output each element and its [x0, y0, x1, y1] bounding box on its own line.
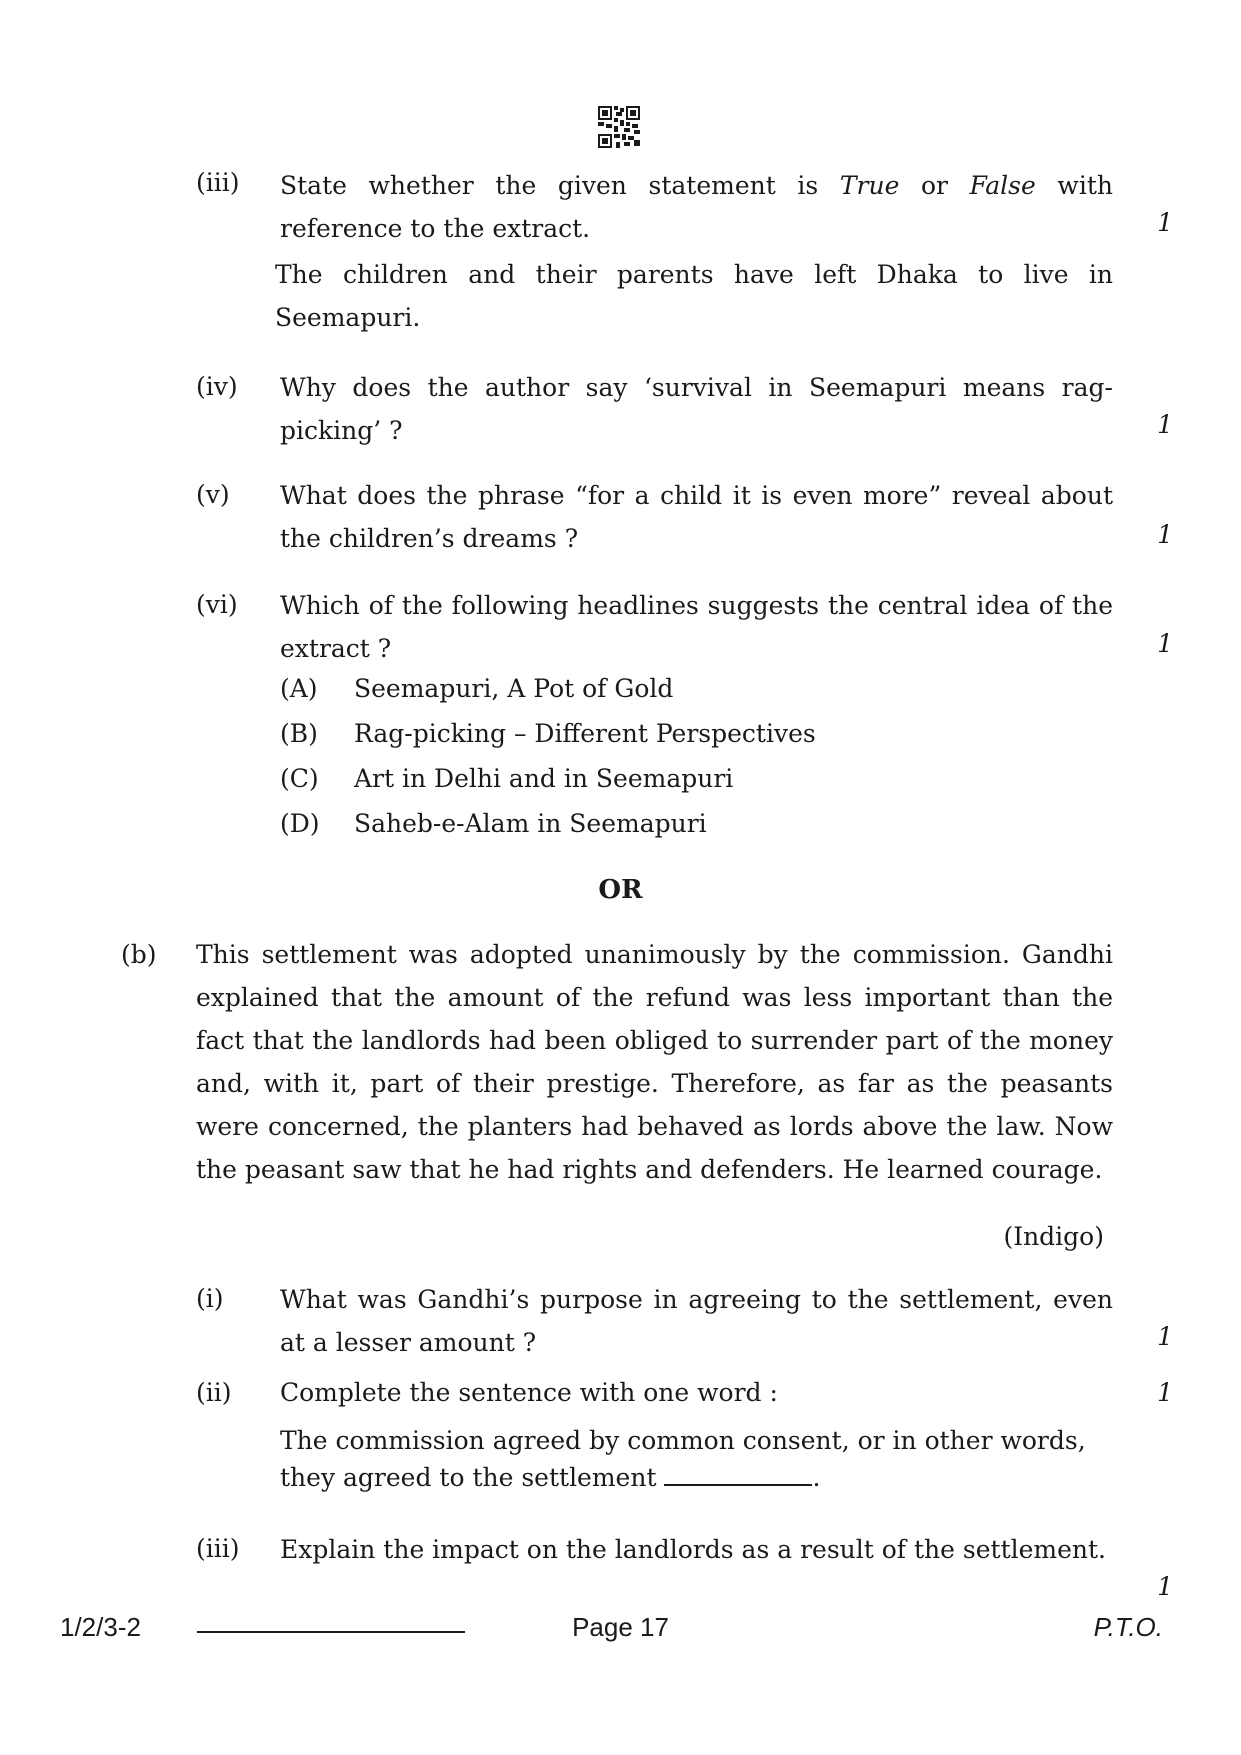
- paper-code: 1/2/3-2: [60, 1612, 141, 1642]
- question-text-lead: State whether the given statement is: [280, 171, 840, 200]
- answer-blank: [664, 1466, 812, 1486]
- option-text: Art in Delhi and in Seemapuri: [354, 764, 734, 793]
- question-text: Complete the sentence with one word :: [280, 1378, 778, 1407]
- option-letter: (D): [280, 809, 320, 838]
- qr-code-icon: [598, 106, 640, 148]
- question-number: (iv): [196, 372, 238, 401]
- question-text: [280, 164, 1113, 250]
- question-mark: 1: [1157, 1378, 1173, 1407]
- option-d: [280, 801, 980, 846]
- question-text: Explain the impact on the landlords as a result of the settlement.: [280, 1535, 1107, 1564]
- question-text-tail: with reference to the extract.: [280, 171, 1113, 243]
- sentence-line-1: The commission agreed by common consent, or in other words,: [280, 1426, 1086, 1455]
- option-text: Rag-picking – Different Perspectives: [354, 719, 816, 748]
- options-list: [280, 666, 980, 846]
- question-mark: 1: [1157, 1572, 1173, 1601]
- question-number: (v): [196, 480, 230, 509]
- option-text: Saheb-e-Alam in Seemapuri: [354, 809, 707, 838]
- option-letter: (B): [280, 719, 318, 748]
- question-text: Which of the following headlines suggests the central idea of the extract ?: [280, 591, 1113, 663]
- question-mark: 1: [1157, 410, 1173, 439]
- option-letter: (A): [280, 674, 318, 703]
- question-number: (i): [196, 1284, 224, 1313]
- false-word: False: [969, 171, 1036, 200]
- question-number: (ii): [196, 1378, 232, 1407]
- option-a: [280, 666, 980, 711]
- true-false-statement: The children and their parents have left Dhaka to live in Seemapuri.: [275, 260, 1113, 332]
- question-mark: 1: [1157, 520, 1173, 549]
- extract-source: (Indigo): [1003, 1222, 1104, 1251]
- question-text: What does the phrase “for a child it is even more” reveal about the children’s dreams ?: [280, 481, 1113, 553]
- question-number: (vi): [196, 590, 238, 619]
- option-c: [280, 756, 980, 801]
- question-mark: 1: [1157, 1322, 1173, 1351]
- or-word: or: [899, 171, 970, 200]
- sentence-end: .: [812, 1463, 821, 1492]
- part-label: (b): [121, 940, 157, 969]
- sentence-line-2: [280, 1459, 1113, 1496]
- option-letter: (C): [280, 764, 319, 793]
- question-number: (iii): [196, 168, 240, 197]
- question-mark: 1: [1157, 208, 1173, 237]
- option-b: [280, 711, 980, 756]
- extract-passage: This settlement was adopted unanimously by the commission. Gandhi explained that the amount of the refund was less important than the fact that the landlords had been obliged to surrender part of the money and, with it, part of their prestige. Therefore, as far as the peasants were concerned, the planters had behaved as lords above the law. Now the peasant saw that he had rights and defenders. He learned courage.: [196, 940, 1113, 1184]
- question-text: What was Gandhi’s purpose in agreeing to the settlement, even at a lesser amount ?: [280, 1285, 1113, 1357]
- question-mark: 1: [1157, 629, 1173, 658]
- true-word: True: [839, 171, 900, 200]
- pto-label: P.T.O.: [1093, 1612, 1163, 1642]
- fill-in-sentence: [280, 1422, 1113, 1496]
- option-text: Seemapuri, A Pot of Gold: [354, 674, 674, 703]
- or-separator: OR: [598, 875, 643, 905]
- page-number: Page 17: [572, 1612, 669, 1642]
- question-text: Why does the author say ‘survival in Seemapuri means rag-picking’ ?: [280, 373, 1113, 445]
- sentence-line-2-text: they agreed to the settlement: [280, 1463, 665, 1492]
- question-number: (iii): [196, 1534, 240, 1563]
